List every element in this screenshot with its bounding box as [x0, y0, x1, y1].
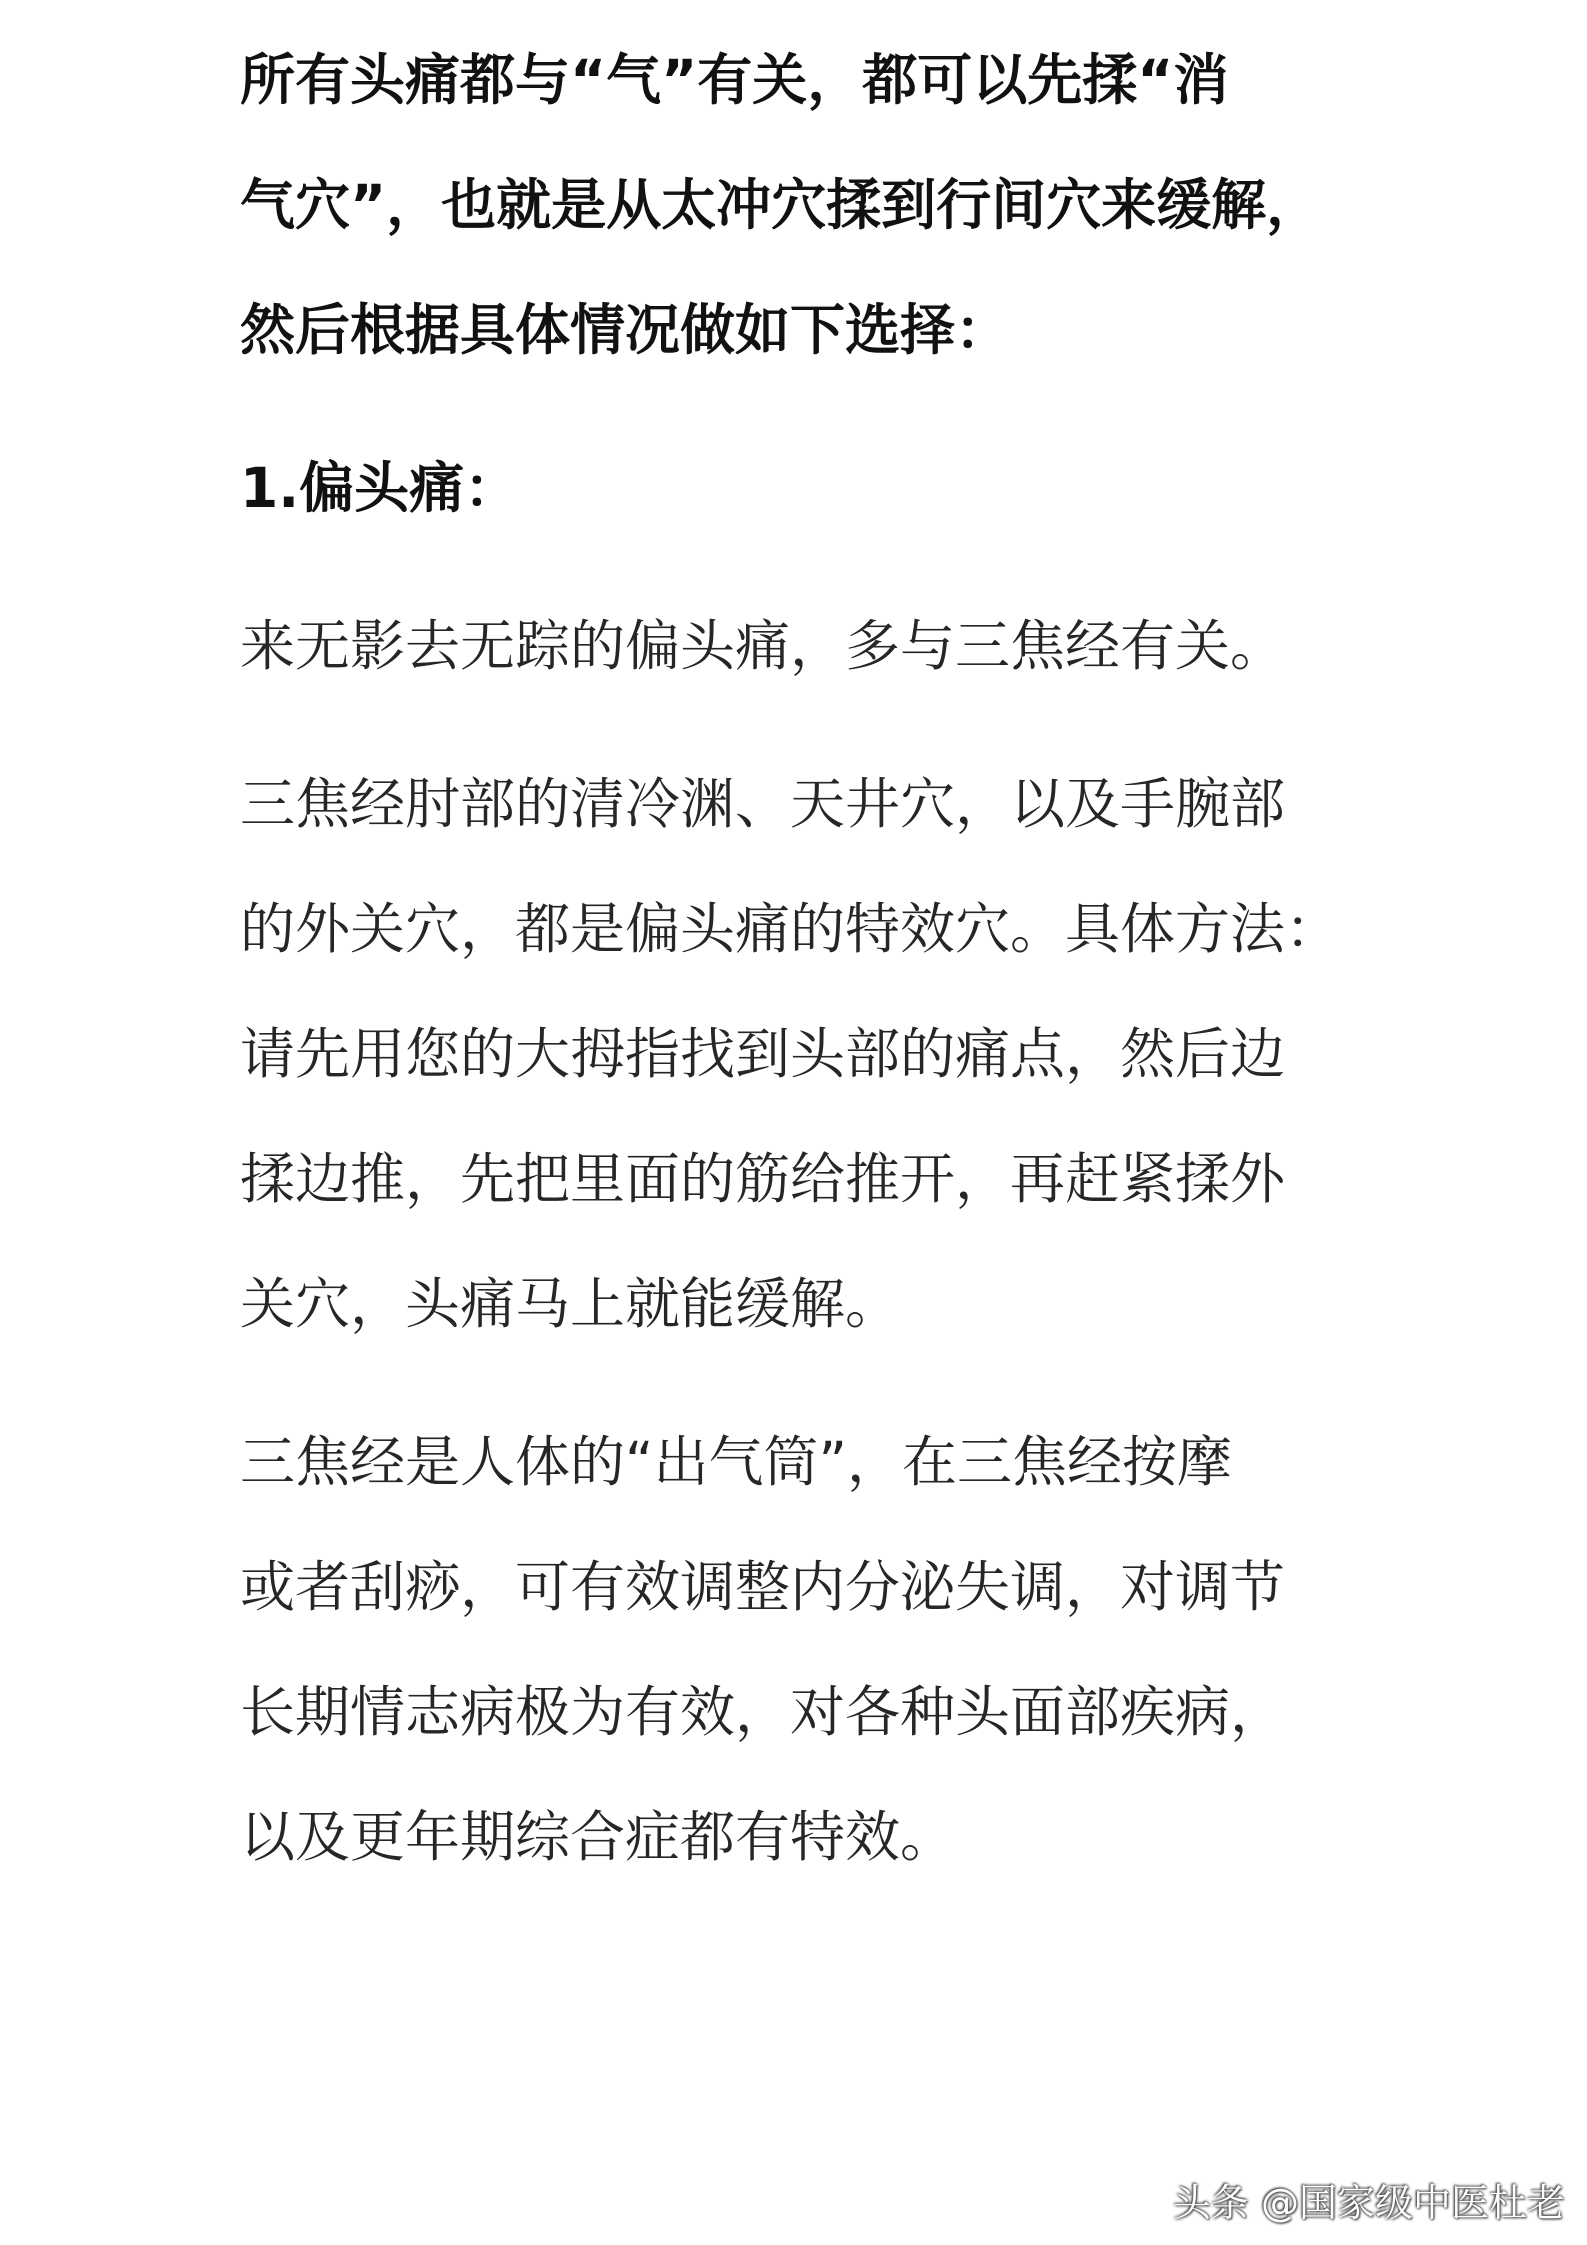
- text-line: 然后根据具体情况做如下选择：: [240, 298, 1011, 362]
- text-line: 来无影去无踪的偏头痛，多与三焦经有关。: [240, 614, 1286, 678]
- text-line: 的外关穴，都是偏头痛的特效穴。具体方法：: [240, 897, 1341, 961]
- intro-paragraph: [240, 18, 1360, 393]
- watermark: 头条 @国家级中医杜老: [1172, 2181, 1565, 2225]
- paragraph-3: [240, 1400, 1360, 1900]
- text-line: 以及更年期综合症都有特效。: [240, 1805, 956, 1869]
- paragraph-1: [240, 584, 1360, 709]
- text-line: 气穴”，也就是从太冲穴揉到行间穴来缓解，: [240, 173, 1322, 237]
- paragraph-2: [240, 742, 1360, 1367]
- text-line: 长期情志病极为有效，对各种头面部疾病，: [240, 1680, 1286, 1744]
- text-line: 或者刮痧，可有效调整内分泌失调，对调节: [240, 1555, 1286, 1619]
- text-line: 请先用您的大拇指找到头部的痛点，然后边: [240, 1022, 1286, 1086]
- text-line: 关穴，头痛马上就能缓解。: [240, 1272, 901, 1336]
- text-line: 揉边推，先把里面的筋给推开，再赶紧揉外: [240, 1147, 1286, 1211]
- article-body: [240, 18, 1360, 1900]
- text-line: 三焦经肘部的清冷渊、天井穴，以及手腕部: [240, 772, 1286, 836]
- heading-text: 1.偏头痛：: [240, 456, 520, 520]
- text-line: 所有头痛都与“气”有关，都可以先揉“消: [240, 48, 1229, 112]
- text-line: 三焦经是人体的“出气筒”，在三焦经按摩: [240, 1430, 1232, 1494]
- section-heading: [240, 426, 1360, 551]
